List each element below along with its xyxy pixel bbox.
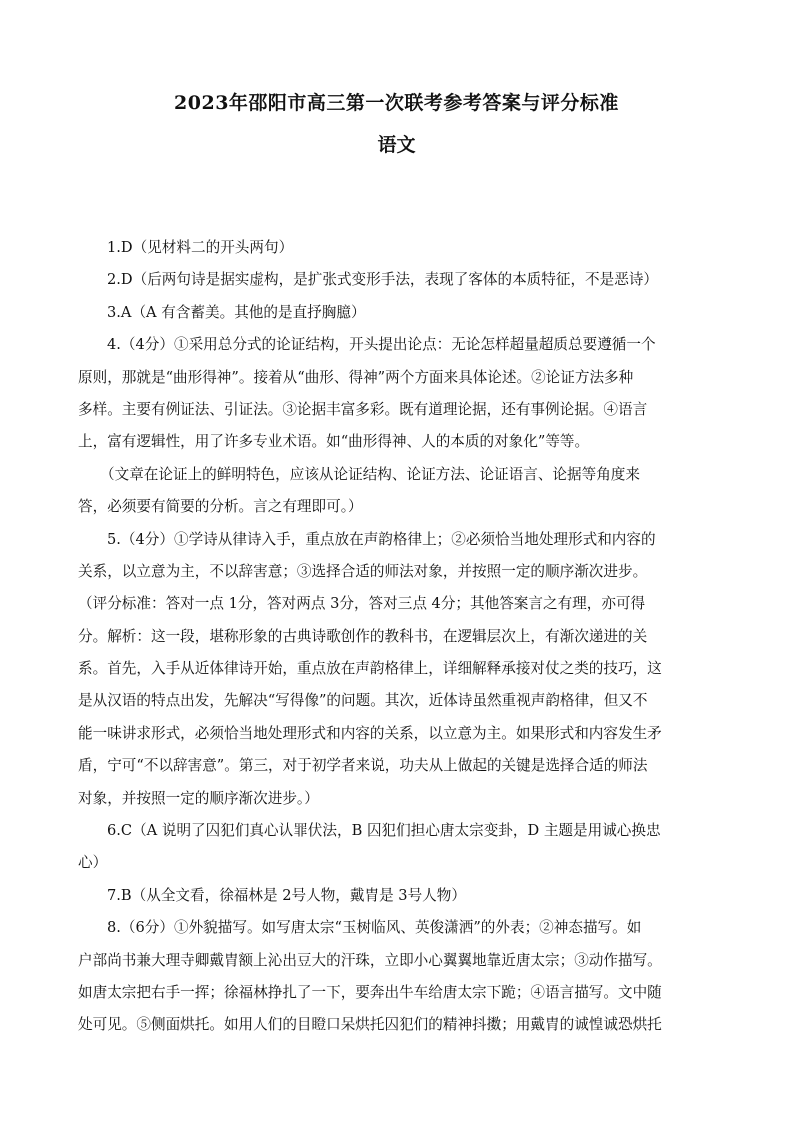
answer-line: 处可见。⑤侧面烘托。如用人们的目瞪口呆烘托囚犯们的精神抖擞；用戴胄的诚惶诚恐烘托 <box>78 1016 662 1034</box>
answer-6 <box>78 815 718 880</box>
answer-line: 上，富有逻辑性，用了许多专业术语。如“曲形得神、人的本质的对象化”等等。 <box>78 433 590 451</box>
answer-line: 多样。主要有例证法、引证法。③论据丰富多彩。既有道理论据，还有事例论据。④语言 <box>78 400 648 418</box>
answer-body <box>78 232 718 1042</box>
answer-1 <box>78 232 718 264</box>
answer-line: 7.B（从全文看，徐福林是 2号人物，戴胄是 3号人物） <box>107 886 466 904</box>
answer-line: 能一味讲求形式，必须恰当地处理形式和内容的关系，以立意为主。如果形式和内容发生矛 <box>78 724 662 742</box>
answer-4 <box>78 329 718 459</box>
answer-line: （评分标准：答对一点 1分，答对两点 3分，答对三点 4分；其他答案言之有理，亦可得 <box>78 595 646 613</box>
answer-5 <box>78 524 718 816</box>
answer-7 <box>78 880 718 912</box>
answer-line: 心） <box>78 854 108 872</box>
answer-line: 分。解析：这一段，堪称形象的古典诗歌创作的教科书，在逻辑层次上，有渐次递进的关 <box>78 627 648 645</box>
answer-2 <box>78 264 718 296</box>
answer-line: 户部尚书兼大理寺卿戴胄额上沁出豆大的汗珠，立即小心翼翼地靠近唐太宗；③动作描写。 <box>78 951 662 969</box>
answer-3 <box>78 297 718 329</box>
answer-line: （文章在论证上的鲜明特色，应该从论证结构、论证方法、论证语言、论据等角度来 <box>100 465 640 483</box>
answer-line: 6.C（A 说明了囚犯们真心认罪伏法，B 囚犯们担心唐太宗变卦，D 主题是用诚心换忠 <box>107 822 661 840</box>
answer-line: 盾，宁可“不以辞害意”。第三，对于初学者来说，功夫从上做起的关键是选择合适的师法 <box>78 757 648 775</box>
answer-line: 系。首先，入手从近体律诗开始，重点放在声韵格律上，详细解释承接对仗之类的技巧，这 <box>78 660 662 678</box>
answer-line: 3.A（A 有含蓄美。其他的是直抒胸臆） <box>107 303 366 321</box>
answer-line: 原则，那就是“曲形得神”。接着从“曲形、得神”两个方面来具体论述。②论证方法多种 <box>78 368 634 386</box>
answer-line: 8.（6分）①外貌描写。如写唐太宗“玉树临风、英俊潇洒”的外表；②神态描写。如 <box>107 919 642 937</box>
answer-8 <box>78 912 718 1042</box>
answer-line: 4.（4分）①采用总分式的论证结构，开头提出论点：无论怎样超量超质总要遵循一个 <box>107 336 656 354</box>
answer-line: 是从汉语的特点出发，先解决“写得像”的问题。其次，近体诗虽然重视声韵格律，但又不 <box>78 692 648 710</box>
subject-title: 语文 <box>377 134 416 156</box>
answer-line: 2.D（后两句诗是据实虚构，是扩张式变形手法，表现了客体的本质特征，不是恶诗） <box>107 271 659 289</box>
answer-line: 如唐太宗把右手一挥；徐福林挣扎了一下，要奔出牛车给唐太宗下跪；④语言描写。文中随 <box>78 983 662 1001</box>
answer-line: 5.（4分）①学诗从律诗入手，重点放在声韵格律上；②必须恰当地处理形式和内容的 <box>107 530 656 548</box>
answer-line: 答，必须要有简要的分析。言之有理即可。） <box>78 498 363 516</box>
page-title: 2023年邵阳市高三第一次联考参考答案与评分标准 <box>174 92 619 114</box>
answer-4-note <box>78 459 718 524</box>
answer-line: 1.D（见材料二的开头两句） <box>107 239 294 256</box>
answer-line: 关系，以立意为主，不以辞害意；③选择合适的师法对象，并按照一定的顺序渐次进步。 <box>78 562 648 580</box>
answer-line: 对象，并按照一定的顺序渐次进步。） <box>78 789 319 807</box>
